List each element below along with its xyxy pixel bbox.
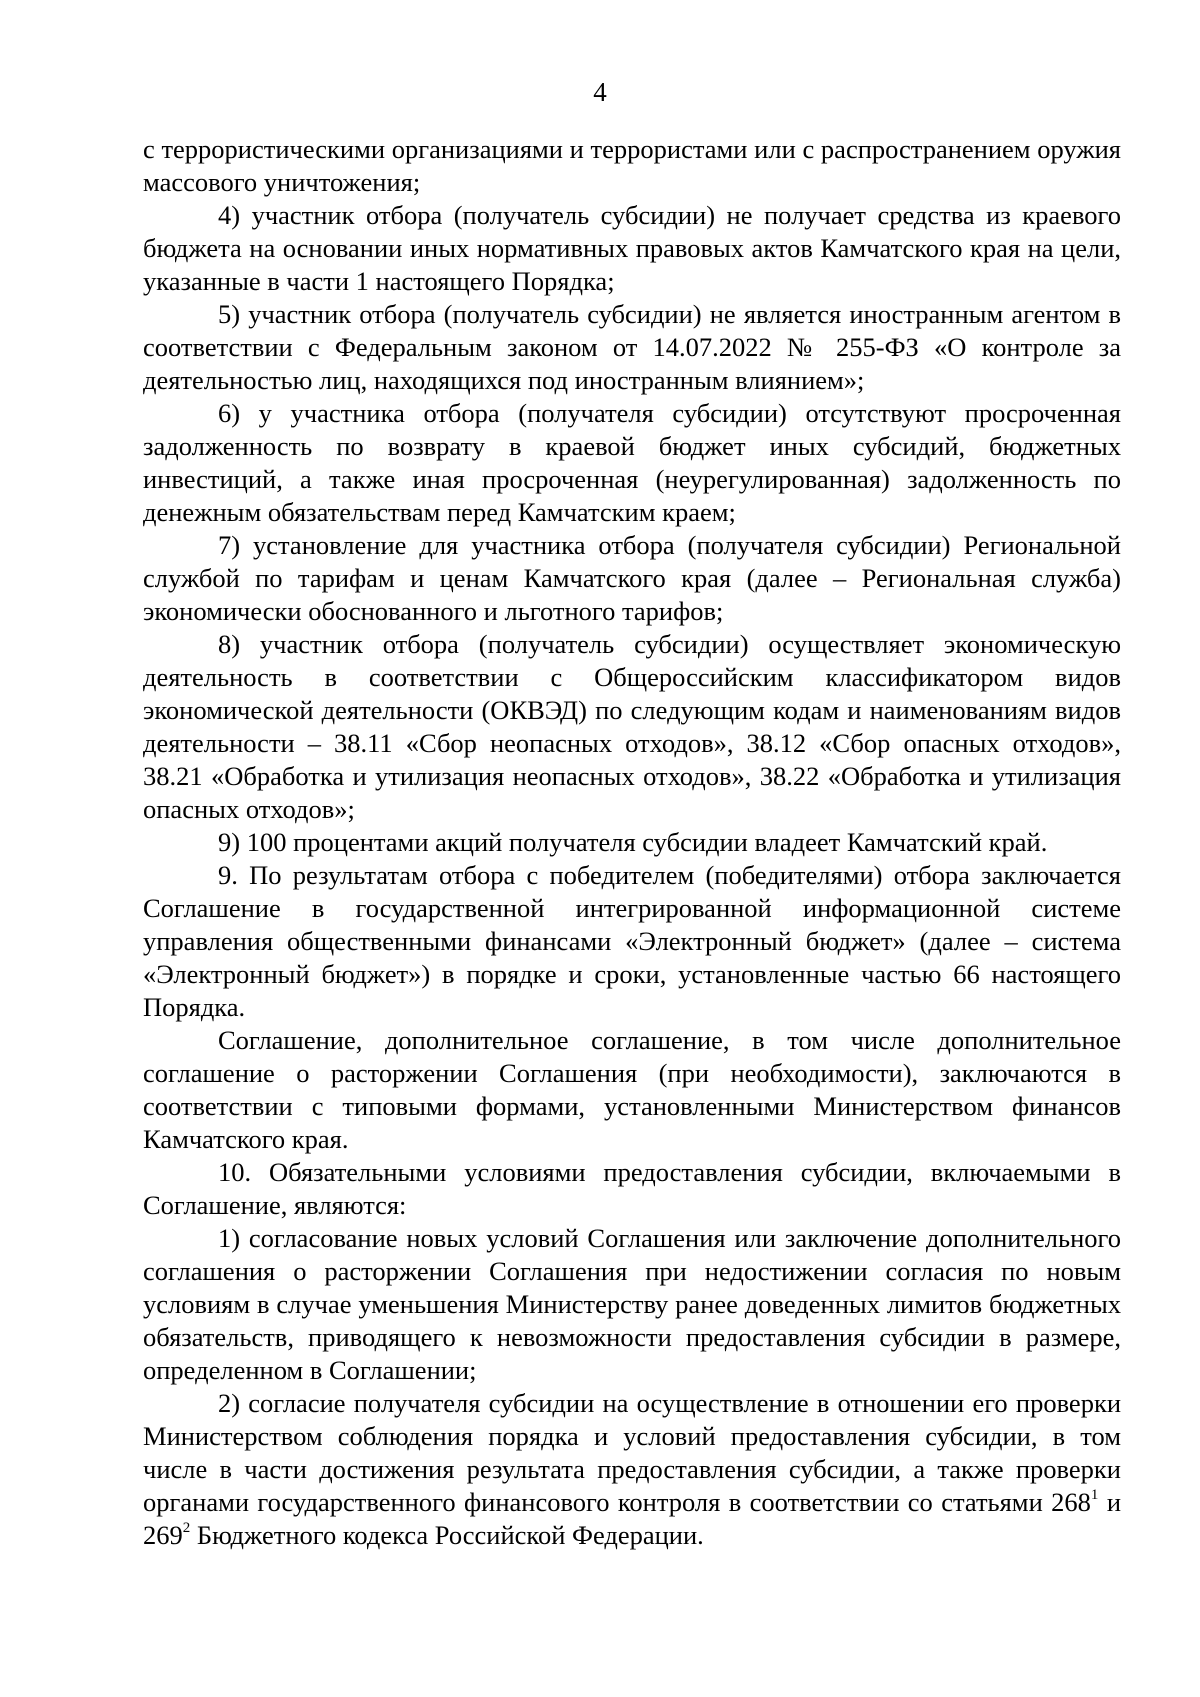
condition-2-text-part3: Бюджетного кодекса Российской Федерации. — [190, 1520, 704, 1550]
page-number: 4 — [593, 77, 607, 107]
superscript-2: 2 — [182, 1520, 191, 1537]
paragraph-item-5: 5) участник отбора (получатель субсидии) не является иностранным агентом в соответствии с Федеральным законом от 14.07.2022 № 255-ФЗ «О контроле за деятельностью лиц, находящихся под иностранным влиянием»; — [143, 299, 1121, 395]
paragraph-agreement-forms: Соглашение, дополнительное соглашение, в том числе дополнительное соглашение о расторжении Соглашения (при необходимости), заключаются в соответствии с типовыми формами, установленными Министерством финансов Камчатского края. — [143, 1025, 1121, 1154]
paragraph-section-10: 10. Обязательными условиями предоставления субсидии, включаемыми в Соглашение, являются: — [143, 1157, 1121, 1220]
paragraph-condition-1: 1) согласование новых условий Соглашения или заключение дополнительного соглашения о расторжении Соглашения при недостижении согласия по новым условиям в случае уменьшения Министерству ранее доведенных лимитов бюджетных обязательств, приводящего к невозможности предоставления субсидии в размере, определенном в Соглашении; — [143, 1223, 1121, 1385]
paragraph-continuation: с террористическими организациями и террористами или с распространением оружия массового уничтожения; — [143, 134, 1121, 197]
paragraph-section-9: 9. По результатам отбора с победителем (победителями) отбора заключается Соглашение в государственной интегрированной информационной системе управления общественными финансами «Электронный бюджет» (далее – система «Электронный бюджет») в порядке и сроки, установленные частью 66 настоящего Порядка. — [143, 860, 1121, 1022]
paragraph-item-9: 9) 100 процентами акций получателя субсидии владеет Камчатский край. — [218, 827, 1048, 857]
paragraph-item-6: 6) у участника отбора (получателя субсидии) отсутствуют просроченная задолженность по возврату в краевой бюджет иных субсидий, бюджетных инвестиций, а также иная просроченная (неурегулированная) задолженность по денежным обязательствам перед Камчатским краем; — [143, 398, 1121, 527]
paragraph-condition-2 — [143, 1387, 1121, 1552]
document-body — [143, 133, 1121, 1552]
paragraph-item-8: 8) участник отбора (получатель субсидии) осуществляет экономическую деятельность в соответствии с Общероссийским классификатором видов экономической деятельности (ОКВЭД) по следующим кодам и наименованиям видов деятельности – 38.11 «Сбор неопасных отходов», 38.12 «Сбор опасных отходов», 38.21 «Обработка и утилизация неопасных отходов», 38.22 «Обработка и утилизация опасных отходов»; — [143, 629, 1121, 824]
condition-2-text-part2: и 269 — [143, 1487, 1122, 1550]
paragraph-item-7: 7) установление для участника отбора (получателя субсидии) Региональной службой по тарифам и ценам Камчатского края (далее – Региональная служба) экономически обоснованного и льготного тарифов; — [143, 530, 1121, 626]
superscript-1: 1 — [1090, 1487, 1099, 1504]
condition-2-text-part1: 2) согласие получателя субсидии на осуществление в отношении его проверки Министерством соблюдения порядка и условий предоставления субсидии, в том числе в части достижения результата предоставления субсидии, а также проверки органами государственного финансового контроля в соответствии со статьями 268 — [143, 1388, 1121, 1517]
paragraph-item-4: 4) участник отбора (получатель субсидии) не получает средства из краевого бюджета на основании иных нормативных правовых актов Камчатского края на цели, указанные в части 1 настоящего Порядка; — [143, 200, 1121, 296]
